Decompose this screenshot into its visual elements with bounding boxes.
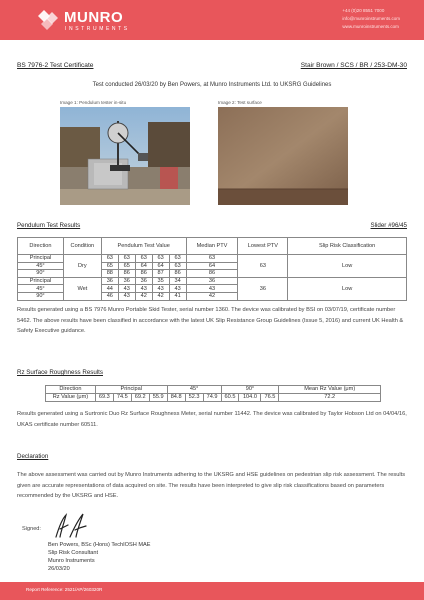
rz-cell: 74.5: [113, 394, 131, 402]
condition-wet: Wet: [63, 277, 101, 300]
ptv-cell: 36: [101, 277, 118, 285]
ptv-cell: 42: [135, 292, 152, 300]
ptv-cell: 86: [135, 270, 152, 278]
pendulum-heading: Pendulum Test Results: [17, 222, 81, 229]
roughness-notes: Results generated using a Surtronic Duo Rz Surface Roughness Meter, serial number 11442. The device was calibrated by Taylor Hobson Ltd on 04/04/16, UKAS certificate number 60511.: [17, 411, 407, 428]
pendulum-photo: [60, 107, 190, 205]
ptv-cell: 35: [152, 277, 169, 285]
ptv-cell: 44: [101, 285, 118, 293]
lowest-dry: 63: [238, 255, 288, 278]
ptv-cell: 63: [169, 262, 186, 270]
rz-header-45: 45°: [167, 386, 221, 394]
pendulum-header-row: [18, 238, 407, 255]
rz-cell: 69.2: [131, 394, 149, 402]
surface-photo-graphic: [218, 107, 348, 205]
roughness-header-row: [46, 386, 381, 394]
ptv-cell: 43: [118, 292, 135, 300]
ptv-cell: 42: [152, 292, 169, 300]
direction-cell: 45°: [18, 262, 64, 270]
header-condition: Condition: [63, 238, 101, 255]
header-median: Median PTV: [186, 238, 238, 255]
rz-cell: 84.8: [167, 394, 185, 402]
rz-mean-cell: 72.2: [279, 394, 381, 402]
report-reference: Report Reference: 2521/AP/260320R: [26, 587, 103, 592]
certificate-title: BS 7976-2 Test Certificate: [17, 62, 94, 69]
rz-header-mean: Mean Rz Value (μm): [279, 386, 381, 394]
rz-cell: 74.9: [203, 394, 221, 402]
ptv-cell: 87: [152, 270, 169, 278]
median-cell: 63: [186, 255, 238, 263]
pendulum-notes: Results generated using a BS 7976 Munro Portable Skid Tester, serial number 1360. The device was calibrated by BSI on 03/07/19, certificate number 5462. The above results have been classified in accordance with the latest UK Slip Resistance Group Guidelines (Issue 5, 2016) and current UK Health & Safety Executive guidance.: [17, 307, 404, 334]
classification-dry: Low: [288, 255, 407, 278]
page-header: [0, 0, 424, 40]
rz-header-direction: Direction: [46, 386, 96, 394]
classification-wet: Low: [288, 277, 407, 300]
roughness-results-table: [45, 385, 381, 402]
brand-subtitle: INSTRUMENTS: [65, 26, 130, 32]
ptv-cell: 36: [118, 277, 135, 285]
page-footer: [0, 582, 424, 600]
rz-cell: 104.0: [239, 394, 261, 402]
ptv-cell: 63: [152, 255, 169, 263]
ptv-cell: 65: [101, 262, 118, 270]
ptv-cell: 63: [135, 255, 152, 263]
median-cell: 42: [186, 292, 238, 300]
signature-date: 26/03/20: [48, 566, 70, 572]
ptv-cell: 46: [101, 292, 118, 300]
median-cell: 43: [186, 285, 238, 293]
direction-cell: Principal: [18, 277, 64, 285]
ptv-cell: 34: [169, 277, 186, 285]
rz-header-90: 90°: [221, 386, 279, 394]
ptv-cell: 43: [152, 285, 169, 293]
contact-website[interactable]: www.munroinstruments.com: [342, 24, 399, 29]
signatory-name: Ben Powers, BSc (Hons) TechIOSH MAE: [48, 542, 151, 548]
declaration-text: The above assessment was carried out by Munro Instruments adhering to the UKSRG and HSE guidelines on pedestrian slip risk assessment. The results given are accurate representations of data acquired on site. The results have been interpreted to give slip risk classifications based on parameters recommended by the UKSRG and HSE.: [17, 472, 406, 499]
ptv-cell: 63: [101, 255, 118, 263]
certificate-reference: Stair Brown / SCS / BR / 253-DM-30: [300, 62, 407, 69]
rz-header-principal: Principal: [95, 386, 167, 394]
surface-photo: [218, 107, 348, 205]
ptv-cell: 43: [135, 285, 152, 293]
ptv-cell: 86: [118, 270, 135, 278]
condition-dry: Dry: [63, 255, 101, 278]
direction-cell: 90°: [18, 292, 64, 300]
ptv-cell: 63: [118, 255, 135, 263]
header-direction: Direction: [18, 238, 64, 255]
contact-phone: +44 (0)20 8551 7000: [342, 8, 385, 13]
ptv-cell: 41: [169, 292, 186, 300]
pendulum-photo-graphic: [60, 107, 190, 205]
header-ptv: Pendulum Test Value: [101, 238, 186, 255]
direction-cell: Principal: [18, 255, 64, 263]
contact-email[interactable]: info@munroinstruments.com: [342, 16, 400, 21]
signed-label: Signed:: [22, 526, 41, 532]
ptv-cell: 43: [118, 285, 135, 293]
brand-name: MUNRO: [64, 9, 124, 26]
ptv-cell: 64: [152, 262, 169, 270]
ptv-cell: 65: [118, 262, 135, 270]
signatory-role: Slip Risk Consultant: [48, 550, 99, 556]
rz-row-label: Rz Value (μm): [46, 394, 96, 402]
ptv-cell: 64: [135, 262, 152, 270]
brand-logo: [34, 6, 134, 34]
certificate-title-row: [17, 62, 407, 72]
image-caption-pendulum: Image 1: Pendulum tester in-situ: [60, 100, 127, 105]
pendulum-results-table: [17, 237, 407, 301]
test-intro: Test conducted 26/03/20 by Ben Powers, at Munro Instruments Ltd. to UKSRG Guidelines: [92, 82, 332, 88]
rz-cell: 52.3: [185, 394, 203, 402]
signatory-company: Munro Instruments: [48, 558, 95, 564]
declaration-heading: Declaration: [17, 453, 49, 460]
table-row: [46, 394, 381, 402]
median-cell: 64: [186, 262, 238, 270]
table-row: [18, 277, 407, 285]
rz-cell: 55.9: [149, 394, 167, 402]
ptv-cell: 36: [135, 277, 152, 285]
median-cell: 36: [186, 277, 238, 285]
rz-cell: 76.5: [261, 394, 279, 402]
rz-cell: 60.5: [221, 394, 239, 402]
ptv-cell: 43: [169, 285, 186, 293]
signatory-details: [48, 541, 150, 573]
handwritten-signature: [50, 513, 96, 539]
direction-cell: 45°: [18, 285, 64, 293]
header-lowest: Lowest PTV: [238, 238, 288, 255]
contact-info: [342, 7, 400, 31]
header-classification: Slip Risk Classification: [288, 238, 407, 255]
lowest-wet: 36: [238, 277, 288, 300]
slider-id: Slider #96/45: [370, 222, 407, 229]
median-cell: 86: [186, 270, 238, 278]
table-row: [18, 255, 407, 263]
ptv-cell: 63: [169, 255, 186, 263]
munro-logo-icon: [34, 6, 62, 34]
ptv-cell: 88: [101, 270, 118, 278]
ptv-cell: 86: [169, 270, 186, 278]
rz-cell: 69.3: [95, 394, 113, 402]
image-caption-surface: Image 2: Test surface: [218, 100, 262, 105]
roughness-heading: Rz Surface Roughness Results: [17, 369, 103, 376]
direction-cell: 90°: [18, 270, 64, 278]
